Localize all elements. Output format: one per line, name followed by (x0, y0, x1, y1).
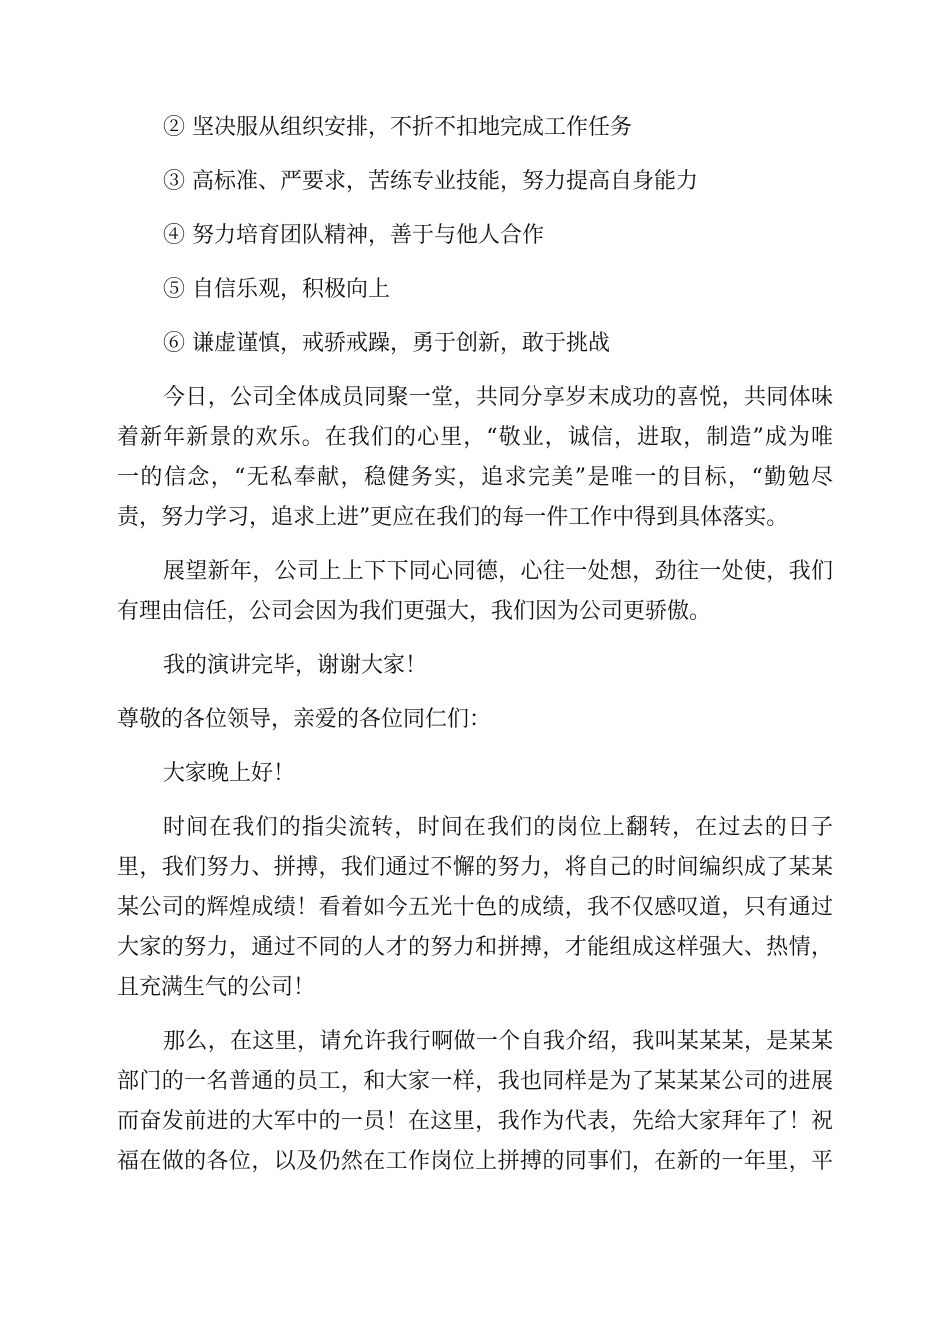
paragraph-line: 而奋发前进的大军中的一员！在这里，我作为代表，先给大家拜年了！祝 (117, 1109, 833, 1134)
paragraph-company-gathering (117, 378, 833, 538)
paragraph-line: 时间在我们的指尖流转，时间在我们的岗位上翻转，在过去的日子 (163, 815, 833, 840)
paragraph-line: 展望新年，公司上上下下同心同德，心往一处想，劲往一处使，我们 (163, 559, 833, 584)
paragraph-line: 那么，在这里，请允许我行啊做一个自我介绍，我叫某某某，是某某 (163, 1029, 833, 1054)
commitment-list (117, 108, 833, 364)
paragraph-line: 福在做的各位，以及仍然在工作岗位上拼搏的同事们，在新的一年里，平 (117, 1149, 833, 1174)
paragraph-self-introduction (117, 1022, 833, 1182)
paragraph-line: 且充满生气的公司！ (117, 975, 316, 1000)
paragraph-line: 今日，公司全体成员同聚一堂，共同分享岁末成功的喜悦，共同体味 (163, 385, 833, 410)
list-item: ④ 努力培育团队精神，善于与他人合作 (163, 223, 544, 248)
greeting: 大家晚上好！ (163, 761, 296, 786)
paragraph-line: 里，我们努力、拼搏，我们通过不懈的努力，将自己的时间编织成了某某 (117, 855, 833, 880)
paragraph-line: 部门的一名普通的员工，和大家一样，我也同样是为了某某某公司的进展 (117, 1069, 833, 1094)
list-item: ⑥ 谦虚谨慎，戒骄戒躁，勇于创新，敢于挑战 (163, 331, 610, 356)
paragraph-time-reflection (117, 808, 833, 1008)
list-item: ③ 高标准、严要求，苦练专业技能，努力提高自身能力 (163, 169, 698, 194)
paragraph-line: 一的信念，“无私奉献，稳健务实，追求完美”是唯一的目标，“勤勉尽 (117, 465, 833, 490)
closing-remark: 我的演讲完毕，谢谢大家！ (163, 653, 428, 678)
paragraph-line: 责，努力学习，追求上进”更应在我们的每一件工作中得到具体落实。 (117, 505, 789, 530)
paragraph-line: 有理由信任，公司会因为我们更强大，我们因为公司更骄傲。 (117, 599, 712, 624)
list-item: ⑤ 自信乐观，积极向上 (163, 277, 390, 302)
paragraph-line: 某公司的辉煌成绩！看着如今五光十色的成绩，我不仅感叹道，只有通过 (117, 895, 833, 920)
list-item: ② 坚决服从组织安排，不折不扣地完成工作任务 (163, 115, 632, 140)
salutation: 尊敬的各位领导，亲爱的各位同仁们： (117, 707, 492, 732)
document-page (117, 108, 833, 1196)
paragraph-line: 着新年新景的欢乐。在我们的心里，“敬业，诚信，进取，制造”成为唯 (117, 425, 833, 450)
paragraph-line: 大家的努力，通过不同的人才的努力和拼搏，才能组成这样强大、热情， (117, 935, 833, 960)
paragraph-new-year-outlook (117, 552, 833, 632)
